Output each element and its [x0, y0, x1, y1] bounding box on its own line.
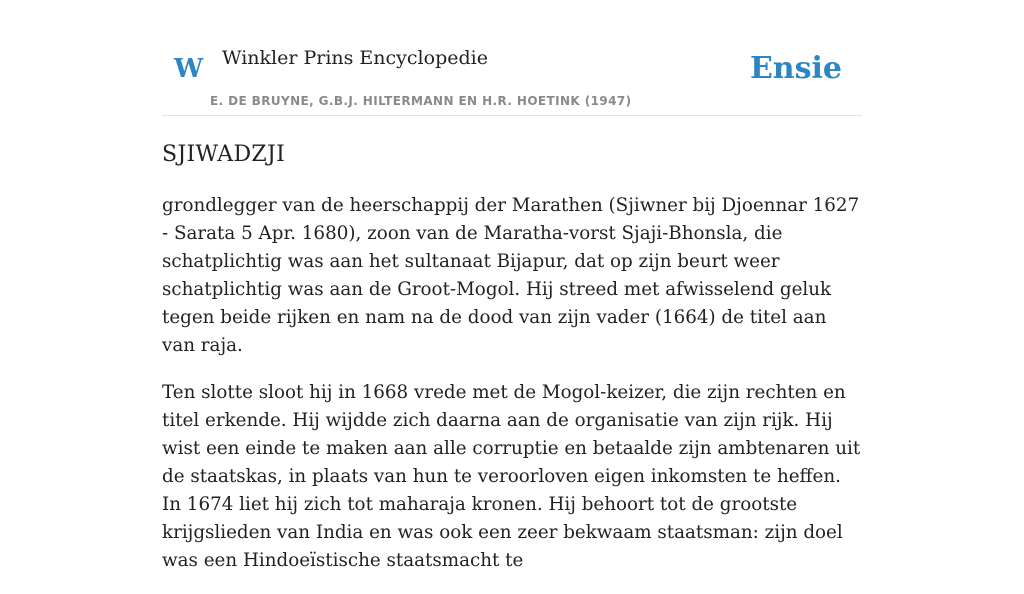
entry-paragraph-1: grondlegger van de heerschappij der Marathen (Sjiwner bij Djoennar 1627 - Sarata 5 Apr. 1680), zoon van de Maratha-vorst Sjaji-Bhonsla, die schatplichtig was aan het sultanaat Bijapur, dat op zijn beurt weer schatplichtig was aan de Groot-Mogol. Hij streed met afwisselend geluk tegen beide rijken en nam na de dood van zijn vader (1664) de titel aan van raja.: [162, 195, 860, 356]
publication-title[interactable]: Winkler Prins Encyclopedie: [222, 47, 488, 69]
publication-authors: E. DE BRUYNE, G.B.J. HILTERMANN EN H.R. HOETINK (1947): [210, 94, 632, 108]
site-header: [162, 0, 862, 116]
entry-paragraph-2: Ten slotte sloot hij in 1668 vrede met de Mogol-keizer, die zijn rechten en titel erkende. Hij wijdde zich daarna aan de organisatie van zijn rijk. Hij wist een einde te maken aan alle corruptie en betaalde zijn ambtenaren uit de staatskas, in plaats van hun te veroorloven eigen inkomsten te heffen. In 1674 liet hij zich tot maharaja kronen. Hij behoort tot de grootste krijgslieden van India en was ook een zeer bekwaam staatsman: zijn doel was een Hindoeïstische staatsmacht te: [162, 382, 861, 571]
document-page: [162, 0, 862, 571]
winkler-prins-logo[interactable]: W: [174, 54, 204, 84]
entry-body: [162, 192, 862, 594]
entry-title: SJIWADZJI: [162, 142, 286, 167]
ensie-brand-logo[interactable]: Ensie: [749, 51, 842, 86]
